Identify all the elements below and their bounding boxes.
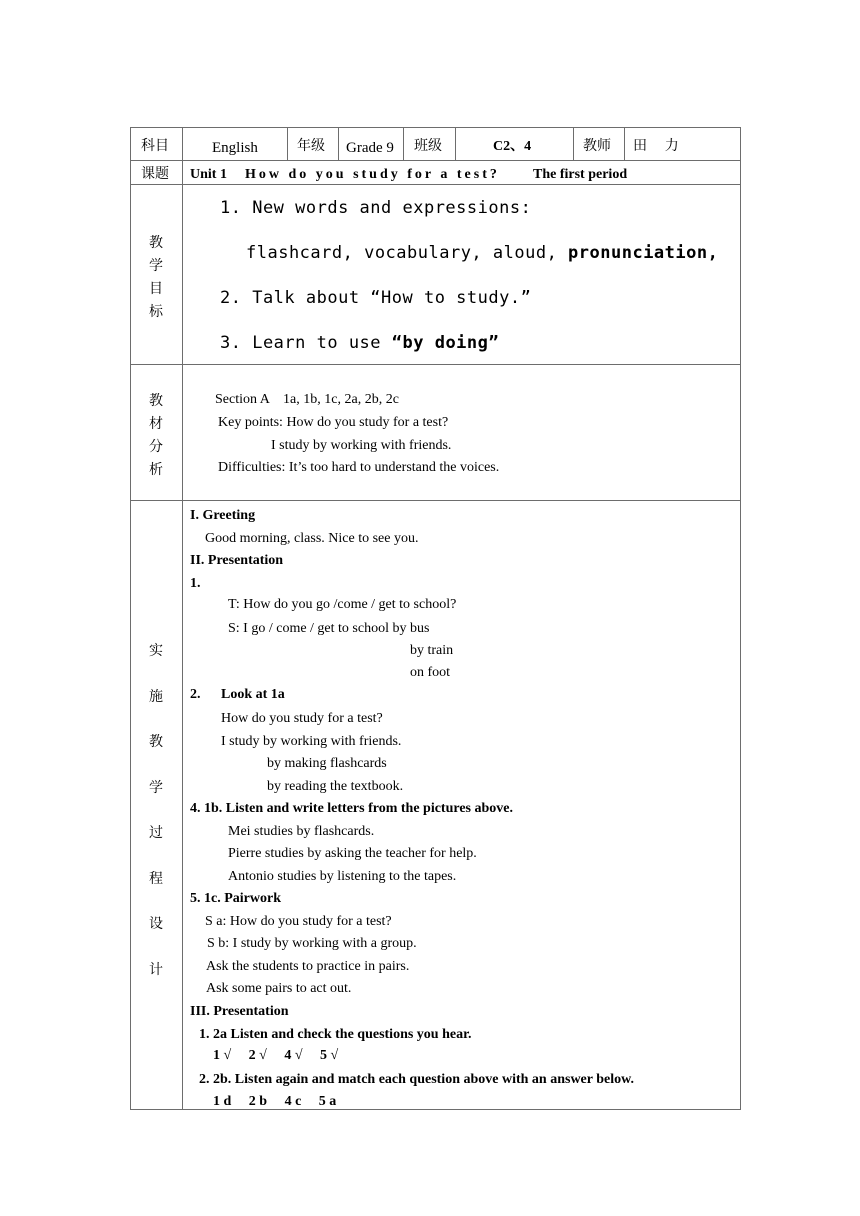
activity-2b-answers: 1 d 2 b 4 c 5 a	[213, 1094, 337, 1109]
header-col-divider	[624, 127, 625, 161]
row-divider	[130, 184, 741, 185]
subject-label: 科目	[141, 138, 169, 154]
topic-label: 课题	[141, 166, 169, 182]
antonio-line: Antonio studies by listening to the tapes.	[228, 869, 457, 884]
by-train: by train	[410, 643, 454, 658]
row-divider	[130, 364, 741, 365]
pierre-line: Pierre studies by asking the teacher for help.	[228, 846, 477, 861]
mei-line: Mei studies by flashcards.	[228, 824, 375, 839]
row-divider	[130, 160, 741, 161]
header-col-divider	[338, 127, 339, 161]
item-5: 5. 1c. Pairwork	[190, 891, 281, 906]
grade-value: Grade 9	[346, 140, 394, 156]
study-answer-flashcards: by making flashcards	[267, 756, 387, 771]
objective-words: flashcard, vocabulary, aloud, pronunciation,	[246, 243, 719, 263]
analysis-key-points: Key points: How do you study for a test?	[218, 415, 449, 430]
practice-instruction: Ask the students to practice in pairs.	[206, 959, 410, 974]
teacher-value: 田 力	[633, 138, 679, 154]
header-col-divider	[455, 127, 456, 161]
presentation-heading: II. Presentation	[190, 553, 284, 568]
label-column-divider	[182, 127, 183, 1110]
student-answer: S: I go / come / get to school by bus	[228, 621, 430, 636]
item-1: 1.	[190, 576, 201, 591]
item-2-title: Look at 1a	[221, 687, 285, 702]
analysis-difficulties: Difficulties: It’s too hard to understand the voices.	[218, 460, 500, 475]
header-col-divider	[403, 127, 404, 161]
activity-2a: 1. 2a Listen and check the questions you hear.	[199, 1027, 472, 1042]
teacher-label: 教师	[583, 138, 611, 154]
greeting-text: Good morning, class. Nice to see you.	[205, 531, 419, 546]
analysis-section: Section A 1a, 1b, 1c, 2a, 2b, 2c	[215, 392, 399, 407]
teacher-question: T: How do you go /come / get to school?	[228, 597, 457, 612]
objectives-label: 教 学 目 标	[149, 235, 163, 320]
row-divider	[130, 500, 741, 501]
activity-2a-answers: 1 √ 2 √ 4 √ 5 √	[213, 1048, 339, 1063]
greeting-heading: I. Greeting	[190, 508, 256, 523]
period: The first period	[533, 167, 628, 182]
analysis-key-answer: I study by working with friends.	[271, 438, 452, 453]
presentation-3-heading: III. Presentation	[190, 1004, 289, 1019]
item-4: 4. 1b. Listen and write letters from the pictures above.	[190, 801, 513, 816]
study-answer-textbook: by reading the textbook.	[267, 779, 404, 794]
header-col-divider	[287, 127, 288, 161]
act-out-instruction: Ask some pairs to act out.	[206, 981, 352, 996]
on-foot: on foot	[410, 665, 451, 680]
objective-3: 3. Learn to use “by doing”	[220, 333, 500, 353]
analysis-label: 教 材 分 析	[149, 393, 163, 478]
activity-2b: 2. 2b. Listen again and match each question above with an answer below.	[199, 1072, 634, 1087]
pair-question: S a: How do you study for a test?	[205, 914, 392, 929]
grade-label: 年级	[297, 138, 325, 154]
pair-answer: S b: I study by working with a group.	[207, 936, 417, 951]
unit-number: Unit 1	[190, 167, 227, 182]
study-answer-working: I study by working with friends.	[221, 734, 402, 749]
objective-1: 1. New words and expressions:	[220, 198, 532, 218]
study-question: How do you study for a test?	[221, 711, 383, 726]
class-label: 班级	[414, 138, 442, 154]
item-2-number: 2.	[190, 687, 201, 702]
class-value: C2、4	[493, 139, 532, 154]
unit-title: How do you study for a test?	[245, 167, 500, 182]
objective-2: 2. Talk about “How to study.”	[220, 288, 532, 308]
subject-value: English	[212, 140, 258, 156]
header-col-divider	[573, 127, 574, 161]
procedure-label: 实 施 教 学 过 程 设 计	[149, 643, 163, 978]
